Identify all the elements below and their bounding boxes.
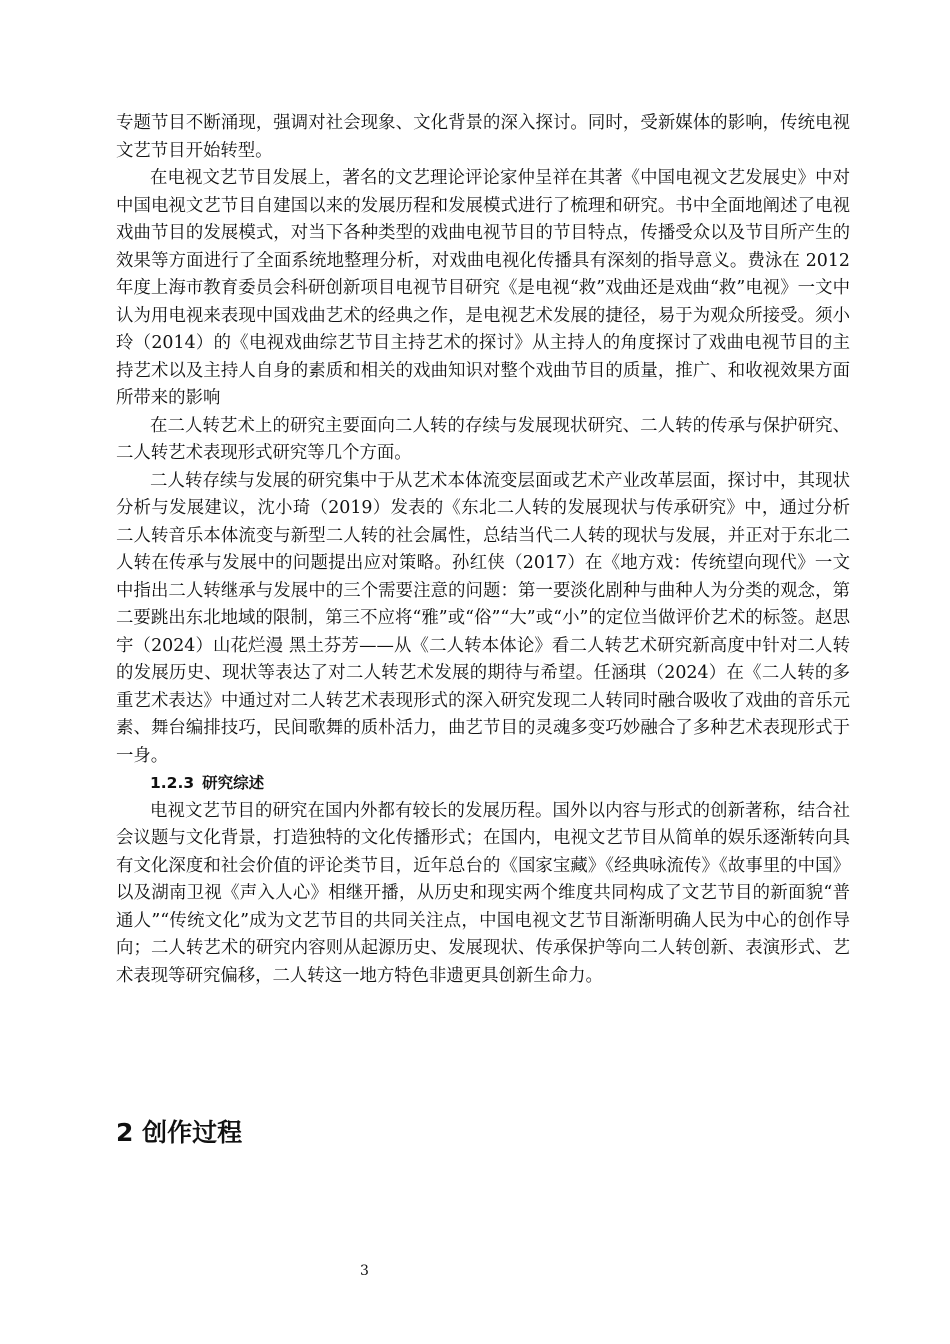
paragraph-research-summary: 电视文艺节目的研究在国内外都有较长的发展历程。国外以内容与形式的创新著称，结合社会议题与文化背景，打造独特的文化传播形式；在国内，电视文艺节目从简单的娱乐逐渐转向具有文化深度和社会价值的评论类节目，近年总台的《国家宝藏》《经典咏流传》《故事里的中国》以及湖南卫视《声入人心》相继开播，从历史和现实两个维度共同构成了文艺节目的新面貌“普通人”“传统文化”成为文艺节目的共同关注点，中国电视文艺节目渐渐明确人民为中心的创作导向；二人转艺术的研究内容则从起源历史、发展现状、传承保护等向二人转创新、表演形式、艺术表现等研究偏移，二人转这一地方特色非遗更具创新生命力。: [116, 800, 850, 986]
section-heading: [116, 770, 850, 798]
chapter-title: 2 创作过程: [116, 1118, 243, 1147]
body-text: [116, 110, 850, 990]
section-number: 1.2.3: [150, 774, 195, 792]
paragraph-intro-continuation: 专题节目不断涌现，强调对社会现象、文化背景的深入探讨。同时，受新媒体的影响，传统电视文艺节目开始转型。: [116, 113, 850, 161]
section-title: 研究综述: [202, 774, 265, 792]
page-number: 3: [360, 1263, 369, 1279]
paragraph-tv-art-research: 在电视文艺节目发展上，著名的文艺理论评论家仲呈祥在其著《中国电视文艺发展史》中对中国电视文艺节目自建国以来的发展历程和发展模式进行了梳理和研究。书中全面地阐述了电视戏曲节目的发展模式，对当下各种类型的戏曲电视节目的节目特点，传播受众以及节目所产生的效果等方面进行了全面系统地整理分析，对戏曲电视化传播具有深刻的指导意义。费泳在 2012 年度上海市教育委员会科研创新项目电视节目研究《是电视“救”戏曲还是戏曲“救”电视》一文中认为用电视来表现中国戏曲艺术的经典之作，是电视艺术发展的捷径，易于为观众所接受。须小玲（2014）的《电视戏曲综艺节目主持艺术的探讨》从主持人的角度探讨了戏曲电视节目的主持艺术以及主持人自身的素质和相关的戏曲知识对整个戏曲节目的质量，推广、和收视效果方面所带来的影响: [116, 168, 850, 408]
paragraph-errenzhuan-overview: 在二人转艺术上的研究主要面向二人转的存续与发展现状研究、二人转的传承与保护研究、二人转艺术表现形式研究等几个方面。: [116, 415, 850, 463]
paragraph-errenzhuan-development: 二人转存续与发展的研究集中于从艺术本体流变层面或艺术产业改革层面，探讨中，其现状分析与发展建议，沈小琦（2019）发表的《东北二人转的发展现状与传承研究》中，通过分析二人转音乐本体流变与新型二人转的社会属性，总结当代二人转的现状与发展，并正对于东北二人转在传承与发展中的问题提出应对策略。孙红侠（2017）在《地方戏：传统望向现代》一文中指出二人转继承与发展中的三个需要注意的问题：第一要淡化剧种与曲种人为分类的观念，第二要跳出东北地域的限制，第三不应将“雅”或“俗”“大”或“小”的定位当做评价艺术的标签。赵思宇（2024）山花烂漫 黑土芬芳——从《二人转本体论》看二人转艺术研究新高度中针对二人转的发展历史、现状等表达了对二人转艺术发展的期待与希望。任涵琪（2024）在《二人转的多重艺术表达》中通过对二人转艺术表现形式的深入研究发现二人转同时融合吸收了戏曲的音乐元素、舞台编排技巧，民间歌舞的质朴活力，曲艺节目的灵魂多变巧妙融合了多种艺术表现形式于一身。: [116, 470, 850, 766]
